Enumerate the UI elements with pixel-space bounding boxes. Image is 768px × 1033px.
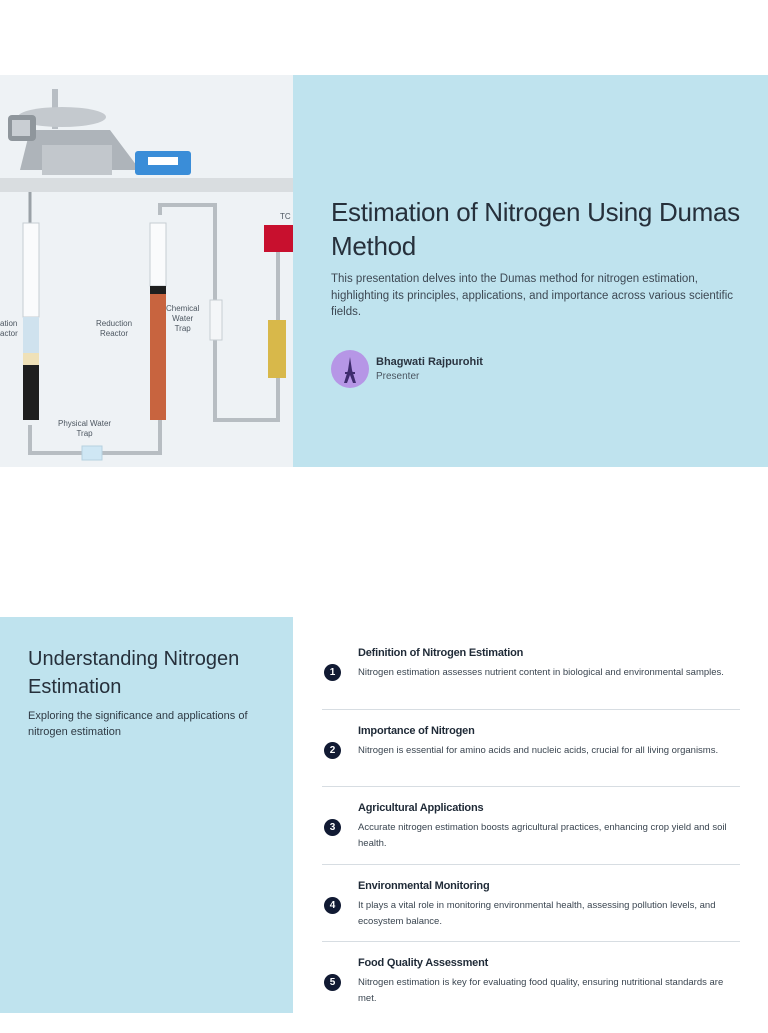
item-title: Food Quality Assessment xyxy=(358,957,489,969)
dumas-apparatus-diagram xyxy=(0,75,293,467)
item-body: It plays a vital role in monitoring environmental health, assessing pollution levels, and ecosystem balance. xyxy=(358,899,716,927)
divider xyxy=(322,709,740,710)
physical-water-trap-label: Physical Water Trap xyxy=(58,419,112,438)
section-subtitle: Exploring the significance and applications of nitrogen estimation xyxy=(28,710,248,738)
overview-side-panel xyxy=(0,617,293,1013)
oxidation-reactor-label: ation actor xyxy=(0,319,18,338)
presenter-block xyxy=(331,350,483,388)
number-badge: 2 xyxy=(324,742,341,759)
chemical-water-trap-label: Chemical Water Trap xyxy=(166,304,200,333)
title-slide xyxy=(0,75,768,467)
divider xyxy=(322,941,740,942)
list-item xyxy=(322,878,740,956)
item-body: Nitrogen estimation assesses nutrient content in biological and environmental samples. xyxy=(358,667,724,678)
reduction-reactor-label: Reduction Reactor xyxy=(96,319,133,338)
list-item xyxy=(322,955,740,1033)
presenter-name: Bhagwati Rajpurohit xyxy=(376,356,483,368)
item-title: Agricultural Applications xyxy=(358,802,484,814)
divider xyxy=(322,864,740,865)
list-item xyxy=(322,645,740,723)
apparatus-illustration xyxy=(0,75,293,467)
item-body: Nitrogen is essential for amino acids and nucleic acids, crucial for all living organisms. xyxy=(358,744,719,756)
topics-list xyxy=(322,645,740,1033)
tcd-label: TC xyxy=(280,212,291,221)
item-title: Definition of Nitrogen Estimation xyxy=(358,647,524,659)
number-badge: 1 xyxy=(324,664,341,681)
overview-slide xyxy=(0,617,768,1013)
presenter-role: Presenter xyxy=(376,371,420,382)
presentation-description: This presentation delves into the Dumas method for nitrogen estimation, highlighting its principles, applications, and importance across various scientific fields. xyxy=(331,273,734,318)
title-panel xyxy=(293,75,768,467)
number-badge: 4 xyxy=(324,897,341,914)
item-body: Nitrogen estimation is key for evaluating food quality, ensuring nutritional standards are met. xyxy=(358,977,724,1004)
avatar xyxy=(331,350,369,388)
item-title: Environmental Monitoring xyxy=(358,879,490,892)
number-badge: 5 xyxy=(324,974,341,991)
number-badge: 3 xyxy=(324,819,341,836)
item-body: Accurate nitrogen estimation boosts agricultural practices, enhancing crop yield and soil health. xyxy=(358,822,727,849)
divider xyxy=(322,786,740,787)
presentation-title: Estimation of Nitrogen Using Dumas Method xyxy=(331,197,740,261)
item-title: Importance of Nitrogen xyxy=(358,724,475,737)
section-title: Understanding Nitrogen Estimation xyxy=(28,648,240,698)
list-item xyxy=(322,800,740,878)
list-item xyxy=(322,723,740,801)
eiffel-tower-icon xyxy=(331,350,369,388)
